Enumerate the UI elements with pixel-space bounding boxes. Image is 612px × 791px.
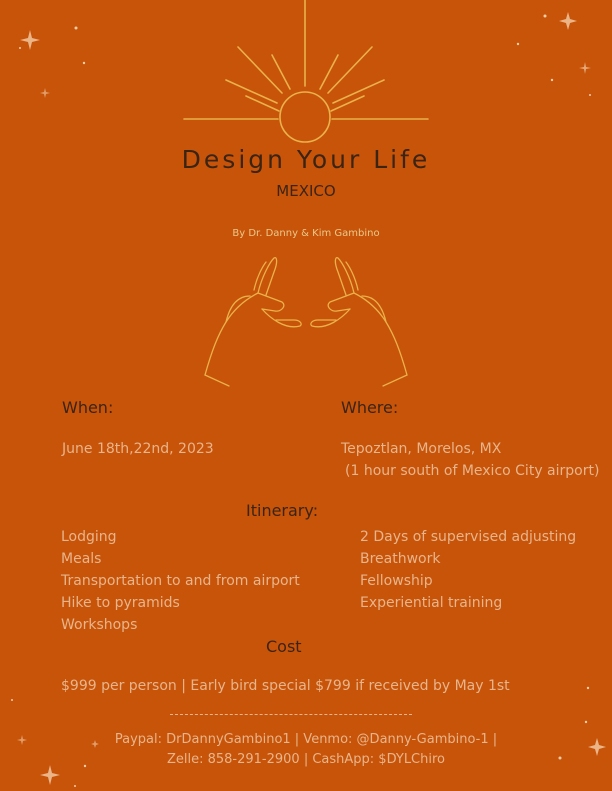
when-heading: When: [62, 398, 114, 417]
list-item: Experiential training [360, 595, 503, 611]
list-item: Meals [61, 551, 102, 567]
itinerary-left-list [61, 526, 300, 636]
cost-heading: Cost [266, 637, 302, 656]
list-item: Hike to pyramids [61, 595, 180, 611]
page-title: Design Your Life [181, 145, 431, 174]
itinerary-heading: Itinerary: [246, 501, 319, 520]
list-item: Transportation to and from airport [61, 573, 300, 589]
list-item: Lodging [61, 529, 117, 545]
where-note: (1 hour south of Mexico City airport) [345, 463, 600, 479]
cost-value: $999 per person | Early bird special $799 if received by May 1st [61, 678, 510, 694]
sun-icon [184, 0, 428, 142]
list-item: Fellowship [360, 573, 433, 589]
where-value: Tepoztlan, Morelos, MX [341, 441, 502, 457]
divider [170, 714, 412, 715]
list-item: Breathwork [360, 551, 441, 567]
list-item: 2 Days of supervised adjusting [360, 529, 577, 545]
itinerary-right-list [360, 526, 576, 614]
payment-line-2: Zelle: 858-291-2900 | CashApp: $DYLChiro [166, 752, 446, 767]
hands-icon [205, 258, 407, 386]
byline: By Dr. Danny & Kim Gambino [232, 228, 380, 239]
list-item: Workshops [61, 617, 138, 633]
subtitle: MEXICO [276, 182, 336, 200]
where-heading: Where: [341, 398, 399, 417]
when-value: June 18th,22nd, 2023 [62, 441, 214, 457]
payment-line-1: Paypal: DrDannyGambino1 | Venmo: @Danny-Gambino-1 | [114, 732, 498, 747]
